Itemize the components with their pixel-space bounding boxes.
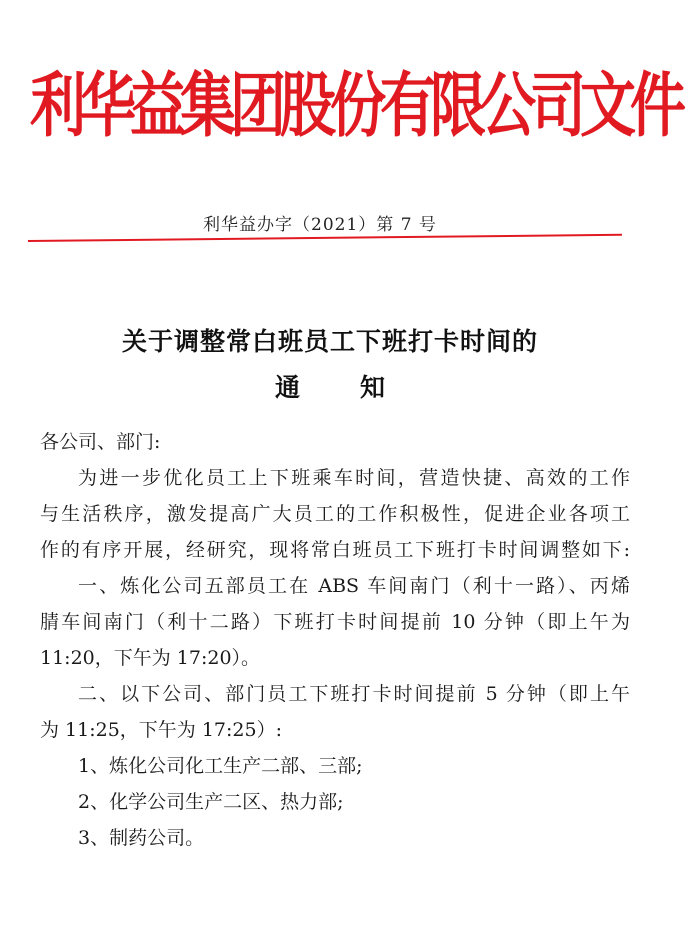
letterhead-title: 利华益集团股份有限公司文件	[30, 65, 680, 147]
notice-title-line2	[0, 368, 660, 404]
body-line: 为进一步优化员工上下班乘车时间，营造快捷、高效的工作	[78, 467, 630, 489]
body-line: 11:20，下午为 17:20）。	[40, 647, 261, 669]
list-item: 3、制药公司。	[78, 827, 205, 849]
notice-title-char-2: 知	[360, 373, 386, 402]
body-line: 与生活秩序，激发提高广大员工的工作积极性，促进企业各项工	[40, 503, 630, 525]
document-number: 利华益办字（2021）第 7 号	[203, 215, 437, 235]
body-line: 为 11:25，下午为 17:25）:	[40, 719, 282, 741]
notice-title-line1: 关于调整常白班员工下班打卡时间的	[121, 327, 538, 356]
body-line: 腈车间南门（利十二路）下班打卡时间提前 10 分钟（即上午为	[40, 611, 630, 633]
body-line: 作的有序开展，经研究，现将常白班员工下班打卡时间调整如下:	[40, 539, 630, 561]
notice-body	[40, 424, 630, 856]
body-line: 二、以下公司、部门员工下班打卡时间提前 5 分钟（即上午	[78, 683, 630, 705]
notice-title-char-1: 通	[274, 373, 300, 402]
salutation: 各公司、部门:	[40, 431, 161, 453]
list-item: 2、化学公司生产二区、热力部;	[78, 791, 344, 813]
body-line: 一、炼化公司五部员工在 ABS 车间南门（利十一路）、丙烯	[78, 575, 630, 597]
letterhead-red-rule	[28, 234, 622, 242]
list-item: 1、炼化公司化工生产二部、三部;	[78, 755, 363, 777]
